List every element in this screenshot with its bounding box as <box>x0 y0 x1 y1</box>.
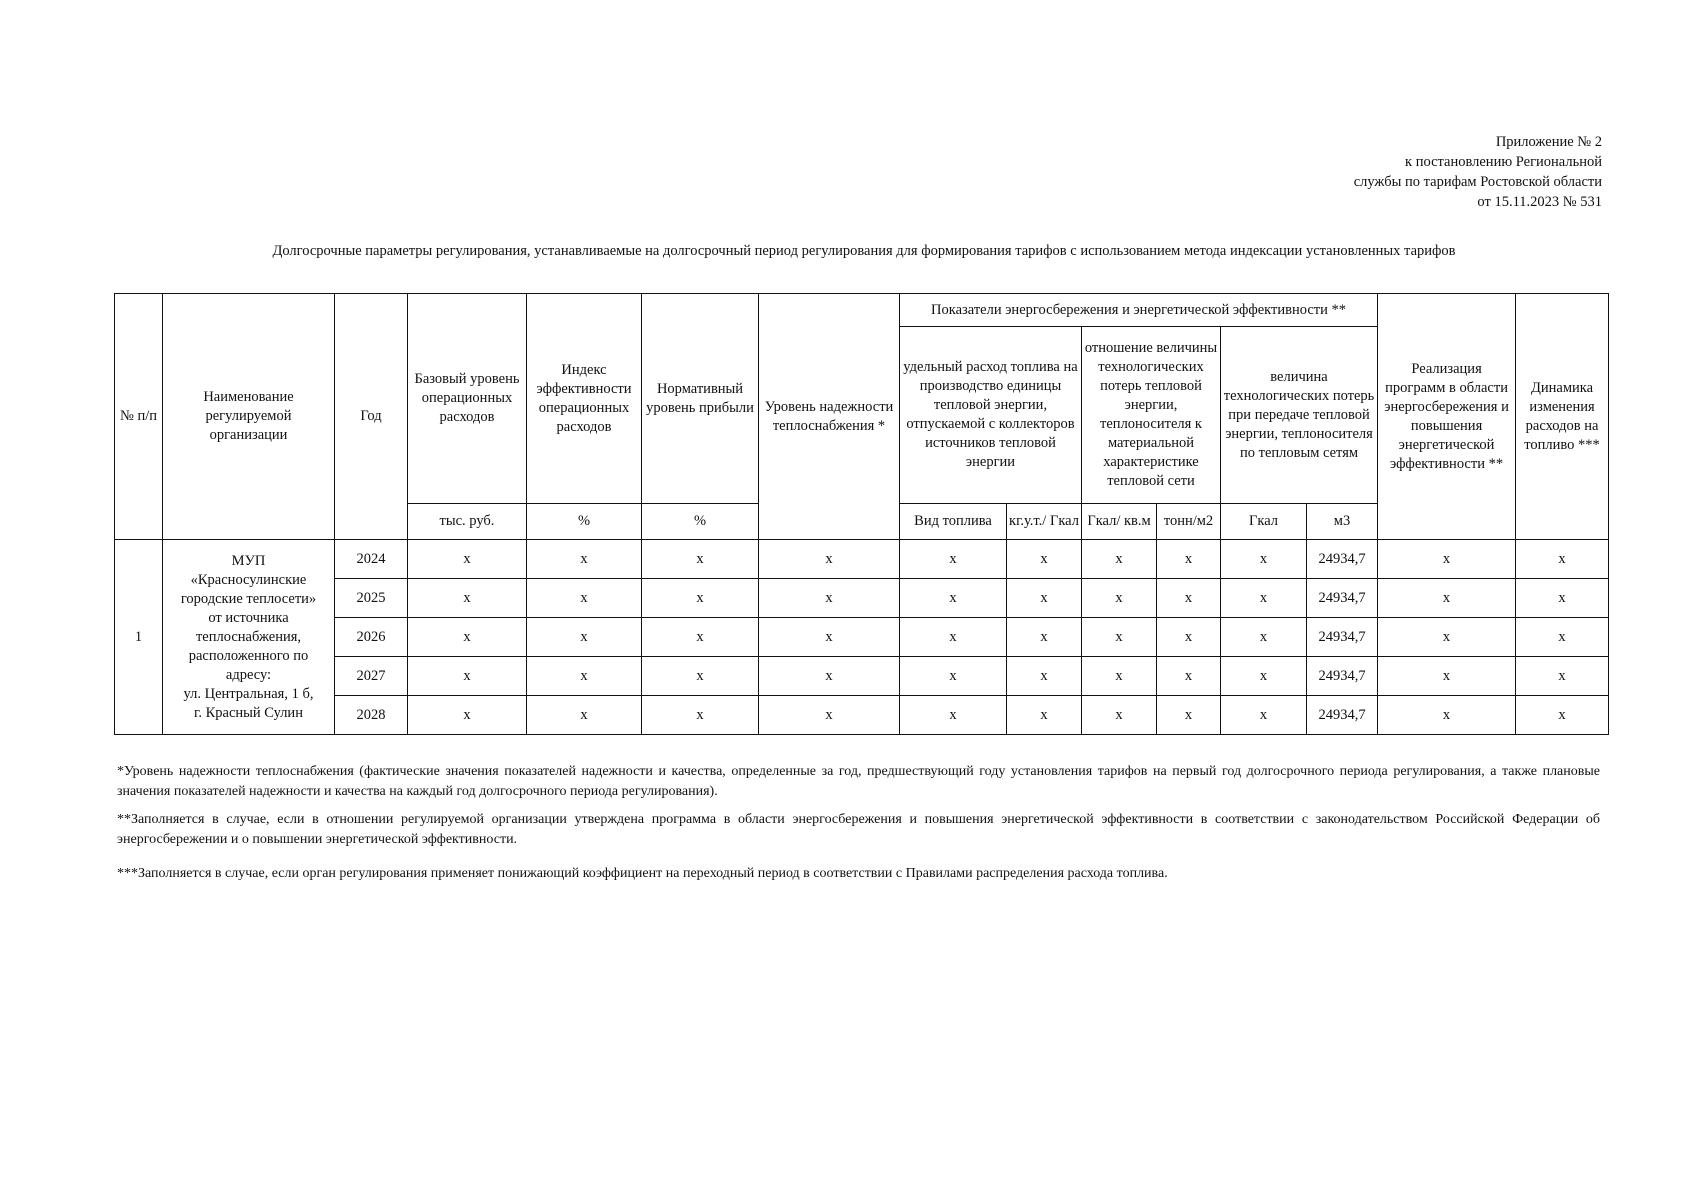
cell-reliability: x <box>759 618 900 657</box>
header-loss-ratio: отношение величины технологических потерь тепловой энергии, теплоносителя к материальной характеристике тепловой сети <box>1082 327 1221 504</box>
cell-fuel-rate: x <box>1007 657 1082 696</box>
cell-loss-gcal: x <box>1221 579 1307 618</box>
org-name-line-1: МУП <box>231 552 266 569</box>
footnote-3: ***Заполняется в случае, если орган регулирования применяет понижающий коэффициент на переходный период в соответствии с Правилами распределения расхода топлива. <box>117 866 1168 881</box>
cell-programs: x <box>1378 579 1516 618</box>
cell-reliability: x <box>759 657 900 696</box>
header-loss-value: величина технологических потерь при передаче тепловой энергии, теплоносителя по тепловым сетям <box>1221 327 1378 504</box>
cell-profit-level: x <box>642 657 759 696</box>
header-energy-group: Показатели энергосбережения и энергетической эффективности ** <box>900 294 1378 327</box>
header-num: № п/п <box>115 294 163 540</box>
unit-loss-ton-sqm: тонн/м2 <box>1157 504 1221 540</box>
cell-year: 2024 <box>335 540 408 579</box>
cell-loss-ton-sqm: x <box>1157 579 1221 618</box>
header-programs: Реализация программ в области энергосбережения и повышения энергетической эффективности ** <box>1378 294 1516 540</box>
cell-profit-level: x <box>642 618 759 657</box>
parameters-table <box>114 293 1609 735</box>
cell-loss-ton-sqm: x <box>1157 696 1221 735</box>
cell-programs: x <box>1378 696 1516 735</box>
appendix-line-3: службы по тарифам Ростовской области <box>1353 174 1602 190</box>
appendix-block <box>1354 132 1602 212</box>
org-name-line-5: г. Красный Сулин <box>194 704 303 721</box>
cell-year: 2025 <box>335 579 408 618</box>
cell-profit-level: x <box>642 579 759 618</box>
cell-fuel-rate: x <box>1007 696 1082 735</box>
cell-loss-gcal-sqm: x <box>1082 540 1157 579</box>
header-base-level: Базовый уровень операционных расходов <box>408 294 527 504</box>
cell-loss-gcal: x <box>1221 696 1307 735</box>
org-name-line-2: «Красносулинские городские теплосети» <box>180 571 317 607</box>
appendix-line-1: Приложение № 2 <box>1495 134 1602 150</box>
cell-fuel-type: x <box>900 579 1007 618</box>
table-row <box>115 540 1609 579</box>
cell-base-level: x <box>408 657 527 696</box>
cell-year: 2028 <box>335 696 408 735</box>
appendix-line-2: к постановлению Региональной <box>1405 154 1602 170</box>
header-profit-level: Нормативный уровень прибыли <box>642 294 759 504</box>
cell-fuel-type: x <box>900 618 1007 657</box>
org-name-line-3: от источника теплоснабжения, расположенного по адресу: <box>188 609 309 683</box>
cell-dynamics: x <box>1516 540 1609 579</box>
org-name-line-4: ул. Центральная, 1 б, <box>183 685 314 702</box>
unit-efficiency-index: % <box>527 504 642 540</box>
cell-reliability: x <box>759 579 900 618</box>
cell-loss-gcal-sqm: x <box>1082 618 1157 657</box>
cell-fuel-type: x <box>900 657 1007 696</box>
cell-loss-gcal: x <box>1221 540 1307 579</box>
cell-loss-gcal: x <box>1221 657 1307 696</box>
cell-loss-m3: 24934,7 <box>1307 696 1378 735</box>
table-row <box>115 657 1609 696</box>
document-title: Долгосрочные параметры регулирования, устанавливаемые на долгосрочный период регулирования для формирования тарифов с использованием метода индексации установленных тарифов <box>272 243 1456 259</box>
unit-profit-level: % <box>642 504 759 540</box>
cell-loss-gcal-sqm: x <box>1082 696 1157 735</box>
cell-profit-level: x <box>642 540 759 579</box>
cell-programs: x <box>1378 618 1516 657</box>
cell-fuel-type: x <box>900 696 1007 735</box>
header-org-name: Наименование регулируемой организации <box>163 294 335 540</box>
cell-dynamics: x <box>1516 618 1609 657</box>
cell-efficiency-index: x <box>527 540 642 579</box>
cell-loss-m3: 24934,7 <box>1307 657 1378 696</box>
cell-loss-m3: 24934,7 <box>1307 540 1378 579</box>
cell-year: 2026 <box>335 618 408 657</box>
header-year: Год <box>335 294 408 540</box>
cell-loss-ton-sqm: x <box>1157 657 1221 696</box>
cell-efficiency-index: x <box>527 579 642 618</box>
footnotes <box>117 762 1600 892</box>
cell-year: 2027 <box>335 657 408 696</box>
cell-base-level: x <box>408 579 527 618</box>
unit-loss-gcal: Гкал <box>1221 504 1307 540</box>
table-row <box>115 618 1609 657</box>
table-row <box>115 696 1609 735</box>
header-reliability: Уровень надежности теплоснабжения * <box>759 294 900 540</box>
table-row <box>115 579 1609 618</box>
cell-efficiency-index: x <box>527 696 642 735</box>
cell-fuel-rate: x <box>1007 579 1082 618</box>
cell-loss-m3: 24934,7 <box>1307 579 1378 618</box>
cell-base-level: x <box>408 696 527 735</box>
unit-loss-m3: м3 <box>1307 504 1378 540</box>
header-efficiency-index: Индекс эффективности операционных расходов <box>527 294 642 504</box>
header-fuel-rate: удельный расход топлива на производство единицы тепловой энергии, отпускаемой с коллекторов источников тепловой энергии <box>900 327 1082 504</box>
cell-loss-ton-sqm: x <box>1157 540 1221 579</box>
cell-base-level: x <box>408 618 527 657</box>
unit-fuel: кг.у.т./ Гкал <box>1007 504 1082 540</box>
unit-loss-gcal-sqm: Гкал/ кв.м <box>1082 504 1157 540</box>
cell-loss-ton-sqm: x <box>1157 618 1221 657</box>
cell-loss-m3: 24934,7 <box>1307 618 1378 657</box>
cell-programs: x <box>1378 540 1516 579</box>
cell-fuel-rate: x <box>1007 540 1082 579</box>
cell-efficiency-index: x <box>527 618 642 657</box>
cell-fuel-type: x <box>900 540 1007 579</box>
cell-loss-gcal-sqm: x <box>1082 579 1157 618</box>
cell-efficiency-index: x <box>527 657 642 696</box>
cell-dynamics: x <box>1516 696 1609 735</box>
cell-programs: x <box>1378 657 1516 696</box>
cell-dynamics: x <box>1516 579 1609 618</box>
cell-reliability: x <box>759 696 900 735</box>
cell-dynamics: x <box>1516 657 1609 696</box>
cell-fuel-rate: x <box>1007 618 1082 657</box>
cell-loss-gcal-sqm: x <box>1082 657 1157 696</box>
cell-profit-level: x <box>642 696 759 735</box>
org-name-cell <box>163 540 335 735</box>
cell-reliability: x <box>759 540 900 579</box>
org-number: 1 <box>115 540 163 735</box>
cell-loss-gcal: x <box>1221 618 1307 657</box>
unit-fuel-type: Вид топлива <box>900 504 1007 540</box>
unit-base-level: тыс. руб. <box>408 504 527 540</box>
cell-base-level: x <box>408 540 527 579</box>
appendix-line-4: от 15.11.2023 № 531 <box>1477 194 1602 210</box>
header-dynamics: Динамика изменения расходов на топливо *** <box>1516 294 1609 540</box>
footnote-1: *Уровень надежности теплоснабжения (фактические значения показателей надежности и качества, определенные за год, предшествующий году установления тарифов на первый год долгосрочного периода регулирования, а также плановые значения показателей надежности и качества на каждый год долгосрочного периода регулирования). <box>117 764 1600 799</box>
footnote-2: **Заполняется в случае, если в отношении регулируемой организации утверждена программа в области энергосбережения и повышения энергетической эффективности в соответствии с законодательством Российской Федерации об энергосбережении и о повышении энергетической эффективности. <box>117 812 1600 847</box>
